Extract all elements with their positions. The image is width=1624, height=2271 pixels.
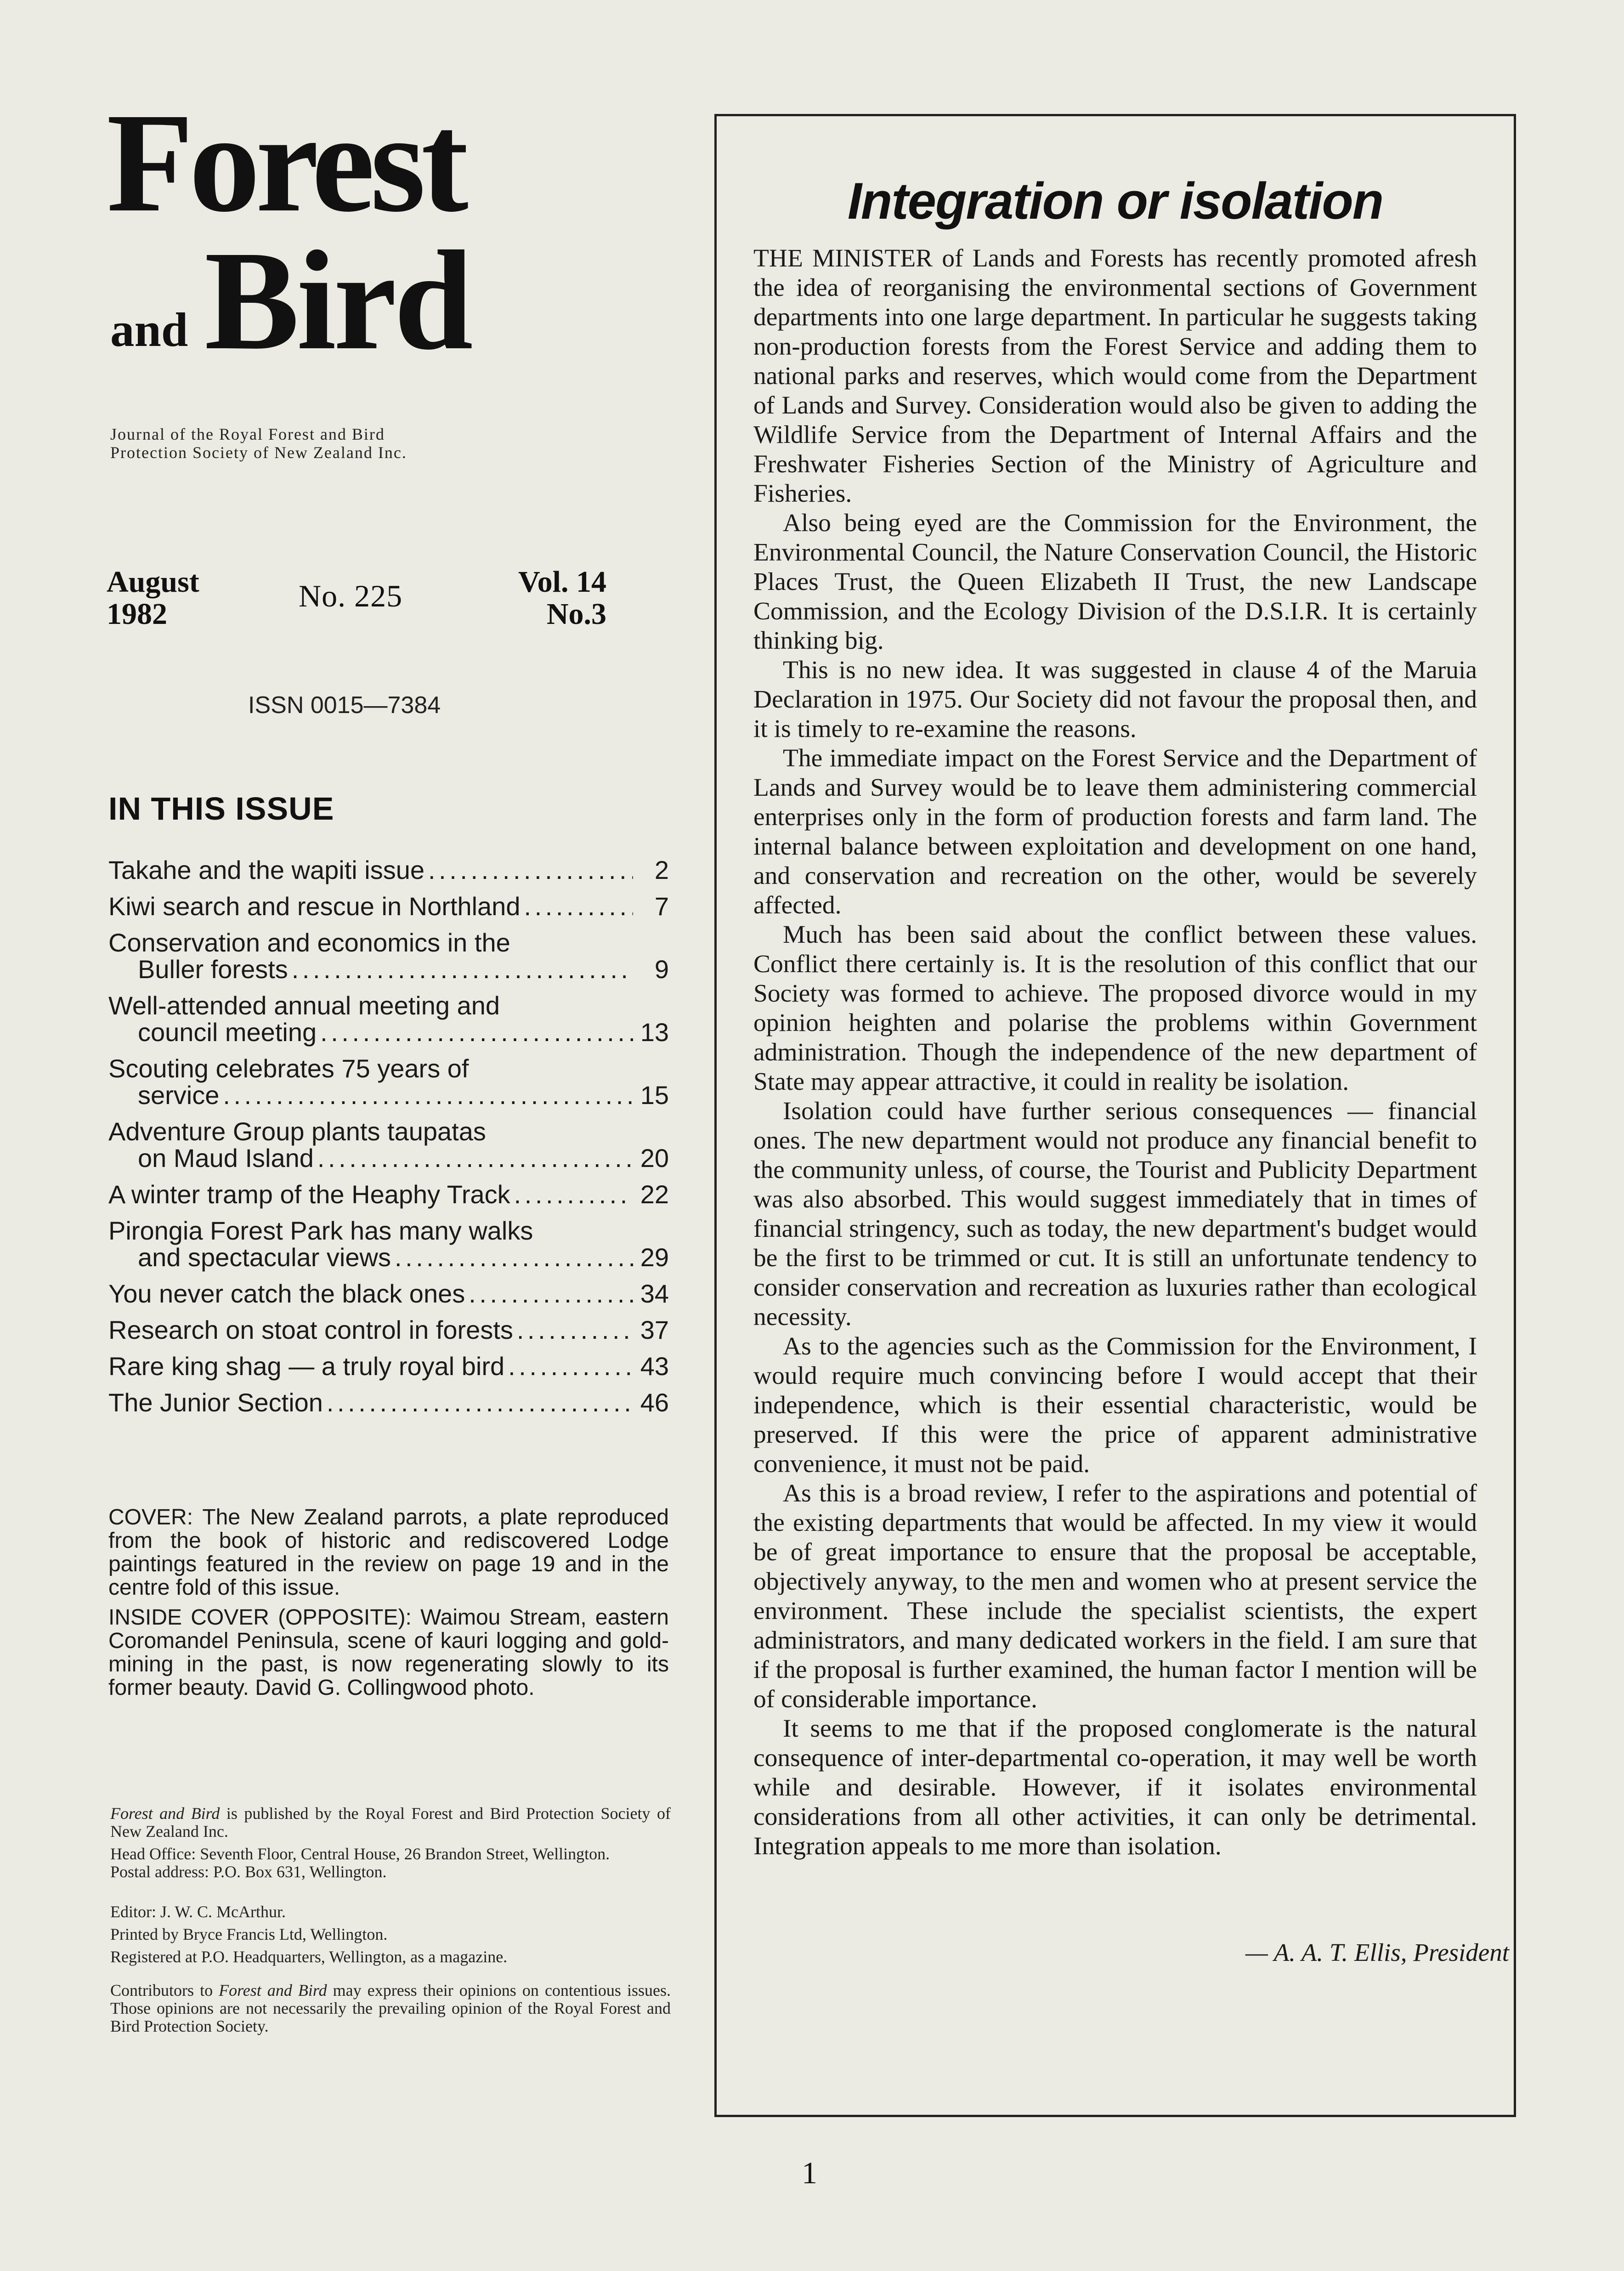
toc-title: Pirongia Forest Park has many walks (108, 1216, 533, 1245)
editorial-paragraph: The immediate impact on the Forest Service and the Department of Lands and Survey would be to leave them administering commercial enterprises only in the form of production forests and farm land. The internal balance between exploitation and development on one hand, and conservation and recreation on the other, would be severely affected. (753, 744, 1477, 919)
toc-title: Takahe and the wapiti issue (108, 855, 424, 884)
registration: Registered at P.O. Headquarters, Wellington, as a magazine. (110, 1948, 508, 1966)
toc-item[interactable] (108, 893, 669, 920)
toc-item[interactable] (108, 1055, 669, 1109)
issue-number: No. 225 (299, 578, 403, 613)
postal-address: Postal address: P.O. Box 631, Wellington. (110, 1863, 387, 1881)
editorial-paragraph: As to the agencies such as the Commission for the Environment, I would require much convincing before I would accept that their independence, which is their essential characteristic, would be preserved. If this were the price of apparent administrative convenience, it must not be paid. (753, 1332, 1477, 1478)
publication-info (110, 1805, 671, 2040)
editorial-paragraph: This is no new idea. It was suggested in clause 4 of the Maruia Declaration in 1975. Our Society did not favour the proposal then, and it is timely to re-examine the reasons. (753, 656, 1477, 743)
toc-page: 43 (640, 1352, 669, 1381)
toc-page: 13 (640, 1018, 669, 1047)
table-of-contents (108, 857, 669, 1426)
issue-date (107, 566, 199, 630)
journal-subtitle (110, 425, 524, 462)
toc-title: Research on stoat control in forests (108, 1315, 513, 1344)
cover-caption: COVER: The New Zealand parrots, a plate reproduced from the book of historic and rediscovered Lodge paintings featured in the review on page 19 and in the centre fold of this issue. (108, 1505, 669, 1600)
toc-title-cont: service (138, 1081, 220, 1110)
toc-item[interactable] (108, 1353, 669, 1380)
inside-cover-caption: INSIDE COVER (OPPOSITE): Waimou Stream, eastern Coromandel Peninsula, scene of kauri logging and gold-mining in the past, is now regenerating slowly to its former beauty. David G. Collingwood photo. (108, 1605, 669, 1700)
page-number: 1 (802, 2155, 817, 2190)
contributors-disclaimer: Contributors to Forest and Bird may express their opinions on contentious issues. Those opinions are not necessarily the prevailing opinion of the Royal Forest and Bird Protection Society. (110, 1981, 671, 2035)
editorial-paragraph: THE MINISTER of Lands and Forests has recently promoted afresh the idea of reorganising the environmental sections of Government departments into one large department. In particular he suggests taking non-production forests from the Forest Service and adding them to national parks and reserves, which would come from the Department of Lands and Survey. Consideration would also be given to adding the Wildlife Service from the Department of Internal Affairs and the Freshwater Fisheries Section of the Ministry of Agriculture and Fisheries. (753, 244, 1477, 508)
toc-title: Scouting celebrates 75 years of (108, 1054, 469, 1083)
toc-title: The Junior Section (108, 1388, 323, 1417)
toc-page: 2 (654, 855, 669, 884)
toc-page: 15 (640, 1081, 669, 1110)
toc-title-cont: Buller forests (138, 955, 288, 984)
contents-heading: IN THIS ISSUE (108, 791, 334, 827)
toc-title: Well-attended annual meeting and (108, 991, 500, 1020)
masthead-forest: Forest (107, 84, 464, 242)
toc-item[interactable] (108, 929, 669, 983)
volume-label: Vol. 14 (518, 565, 606, 599)
issue-year: 1982 (107, 597, 167, 631)
toc-title-cont: and spectacular views (138, 1243, 391, 1272)
toc-page: 34 (640, 1279, 669, 1308)
subtitle-line: Journal of the Royal Forest and Bird (110, 425, 385, 443)
toc-item[interactable] (108, 1317, 669, 1343)
editorial-box (714, 114, 1516, 2117)
toc-title: A winter tramp of the Heaphy Track (108, 1180, 510, 1209)
toc-item[interactable] (108, 1118, 669, 1172)
printer: Printed by Bryce Francis Ltd, Wellington. (110, 1925, 388, 1943)
issn: ISSN 0015—7384 (248, 692, 441, 719)
toc-item[interactable] (108, 1280, 669, 1307)
toc-page: 9 (654, 955, 669, 984)
publisher-line: Forest and Bird is published by the Royal Forest and Bird Protection Society of New Zealand Inc. (110, 1804, 671, 1841)
toc-page: 46 (640, 1388, 669, 1417)
toc-item[interactable] (108, 992, 669, 1046)
toc-item[interactable] (108, 1181, 669, 1208)
issue-volume (501, 566, 606, 630)
editorial-signature: — A. A. T. Ellis, President (1245, 1938, 1509, 1966)
toc-title: Rare king shag — a truly royal bird (108, 1352, 505, 1381)
issue-month: August (107, 565, 199, 599)
toc-item[interactable] (108, 1218, 669, 1271)
head-office: Head Office: Seventh Floor, Central House, 26 Brandon Street, Wellington. (110, 1845, 610, 1863)
toc-title: You never catch the black ones (108, 1279, 465, 1308)
editorial-paragraph: As this is a broad review, I refer to the aspirations and potential of the existing departments that would be affected. In my view it would be of great importance to ensure that the proposal be acceptable, objectively anyway, to the men and women who at present service the environment. These include the specialist scientists, the expert administrators, and many dedicated workers in the field. I am sure that if the proposal is further examined, the human factor I mention will be of considerable importance. (753, 1479, 1477, 1713)
subtitle-line: Protection Society of New Zealand Inc. (110, 443, 407, 462)
editorial-paragraph: Also being eyed are the Commission for the Environment, the Environmental Council, the Nature Conservation Council, the Historic Places Trust, the Queen Elizabeth II Trust, the new Landscape Commission, and the Ecology Division of the D.S.I.R. It is certainly thinking big. (753, 509, 1477, 655)
editor: Editor: J. W. C. McArthur. (110, 1903, 286, 1921)
toc-page: 22 (640, 1180, 669, 1209)
toc-page: 7 (654, 892, 669, 921)
masthead-and: and (110, 303, 188, 357)
toc-item[interactable] (108, 857, 669, 883)
toc-item[interactable] (108, 1389, 669, 1416)
cover-notes (108, 1506, 669, 1706)
editorial-paragraph: Much has been said about the conflict between these values. Conflict there certainly is. It is the resolution of this conflict that our Society was formed to achieve. The proposed divorce would in my opinion heighten and polarise the problems within Government administration. Though the independence of the new department of State may appear attractive, it could in reality be isolation. (753, 921, 1477, 1096)
journal-name: Forest and Bird (110, 1804, 220, 1823)
toc-title: Adventure Group plants taupatas (108, 1117, 486, 1146)
toc-page: 29 (640, 1243, 669, 1272)
toc-title: Conservation and economics in the (108, 928, 510, 957)
toc-title-cont: council meeting (138, 1018, 317, 1047)
editorial-body (753, 244, 1477, 1861)
toc-page: 37 (640, 1315, 669, 1344)
volume-number: No.3 (546, 597, 606, 631)
toc-page: 20 (640, 1144, 669, 1172)
editorial-paragraph: Isolation could have further serious consequences — financial ones. The new department would not produce any financial benefit to the community unless, of course, the Tourist and Publicity Department was also absorbed. This would suggest immediately that in times of financial stringency, such as today, the new department's budget would be the first to be trimmed or cut. It is still an unfortunate tendency to consider conservation and recreation as luxuries rather than ecological necessity. (753, 1097, 1477, 1331)
toc-title-cont: on Maud Island (138, 1144, 314, 1172)
editorial-title: Integration or isolation (847, 172, 1383, 230)
editorial-paragraph: It seems to me that if the proposed conglomerate is the natural consequence of inter-departmental co-operation, it may well be worth while and desirable. However, if it isolates environmental considerations from all other activities, it can only be detrimental. Integration appeals to me more than isolation. (753, 1715, 1477, 1860)
toc-title: Kiwi search and rescue in Northland (108, 892, 521, 921)
masthead-bird: Bird (204, 222, 470, 379)
